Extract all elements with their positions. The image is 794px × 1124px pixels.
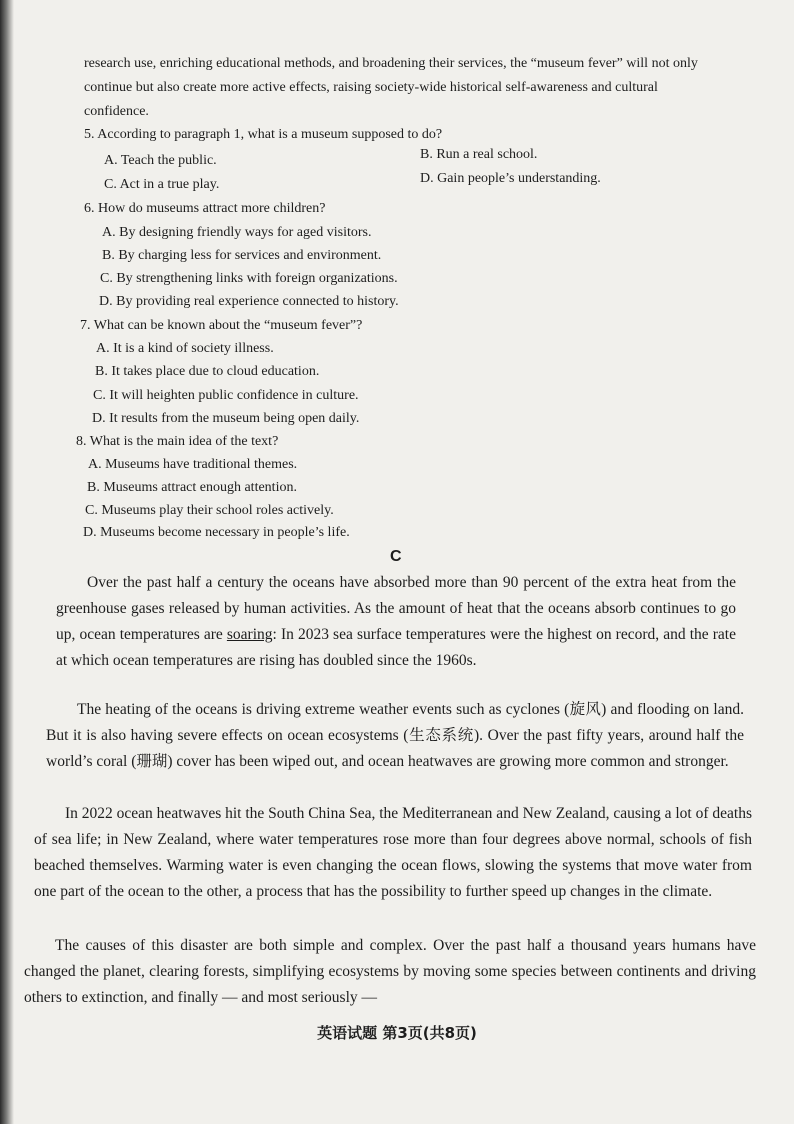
question-8-stem: 8. What is the main idea of the text? (76, 434, 279, 449)
question-7-option-c: C. It will heighten public confidence in culture. (93, 388, 359, 403)
question-7-stem: 7. What can be known about the “museum fever”? (80, 318, 363, 333)
question-8-option-a: A. Museums have traditional themes. (88, 457, 298, 472)
question-5-option-d: D. Gain people’s understanding. (420, 171, 601, 186)
passage-c-paragraph-2 (46, 697, 744, 775)
page-edge-shadow (0, 0, 14, 1124)
p1-text-after: : In 2023 sea surface temperatures were the highest on record, and the rate at which ocean temperatures are rising has doubled since the 1960s. (56, 626, 736, 669)
question-8-option-c: C. Museums play their school roles actively. (85, 503, 334, 518)
passage-b-closing-paragraph: research use, enriching educational methods, and broadening their services, the “museum fever” will not only continue but also create more active effects, raising society-wide historical self-awareness and cultural confidence. (84, 56, 698, 119)
p4-text: The causes of this disaster are both simple and complex. Over the past half a thousand years humans have changed the planet, clearing forests, simplifying ecosystems by moving some species between continents and driving others to extinction, and finally — and most seriously — (24, 937, 756, 1006)
question-6-option-c: C. By strengthening links with foreign organizations. (100, 271, 398, 286)
p2-text: The heating of the oceans is driving extreme weather events such as cyclones (旋风) and flooding on land. But it is also having severe effects on ocean ecosystems (生态系统). Over the past fifty years, around half the world’s coral (珊瑚) cover has been wiped out, and ocean heatwaves are growing more common and stronger. (46, 701, 744, 770)
question-7-option-d: D. It results from the museum being open daily. (92, 411, 360, 426)
p1-text-before: Over the past half a century the oceans have absorbed more than 90 percent of the extra heat from the greenhouse gases released by human activities. As the amount of heat that the oceans absorb continues to go up, ocean temperatures are (56, 574, 736, 643)
question-6-option-b: B. By charging less for services and environment. (102, 248, 382, 263)
question-5-stem: 5. According to paragraph 1, what is a museum supposed to do? (84, 127, 443, 142)
passage-c-paragraph-1 (56, 570, 736, 674)
passage-c-paragraph-3 (34, 801, 752, 905)
question-7-option-a: A. It is a kind of society illness. (96, 341, 274, 356)
page-footer: 英语试题 第3页(共8页) (317, 1024, 477, 1042)
underlined-word-soaring: soaring (226, 626, 273, 643)
question-5-option-a: A. Teach the public. (104, 153, 217, 168)
question-8-option-b: B. Museums attract enough attention. (87, 480, 297, 495)
question-6-option-a: A. By designing friendly ways for aged visitors. (102, 225, 372, 240)
question-5-option-b: B. Run a real school. (420, 147, 538, 162)
question-5-option-c: C. Act in a true play. (104, 177, 220, 192)
question-7-option-b: B. It takes place due to cloud education. (95, 364, 320, 379)
passage-c-paragraph-4 (24, 933, 756, 1011)
question-6-option-d: D. By providing real experience connected to history. (99, 294, 399, 309)
section-c-heading: C (390, 548, 402, 565)
question-8-option-d: D. Museums become necessary in people’s life. (83, 525, 350, 540)
question-6-stem: 6. How do museums attract more children? (84, 201, 326, 216)
p3-text: In 2022 ocean heatwaves hit the South China Sea, the Mediterranean and New Zealand, causing a lot of deaths of sea life; in New Zealand, where water temperatures rose more than four degrees above normal, schools of fish beached themselves. Warming water is even changing the ocean flows, slowing the systems that move water from one part of the ocean to the other, a process that has the possibility to further speed up changes in the climate. (34, 805, 752, 900)
